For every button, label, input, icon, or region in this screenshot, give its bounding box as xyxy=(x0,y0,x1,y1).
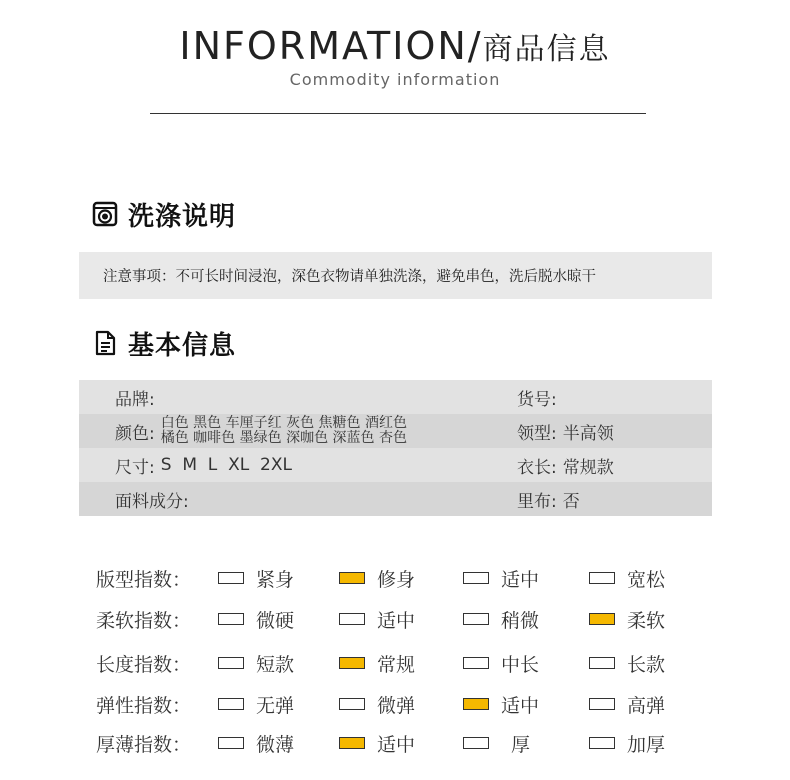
option-checkbox-selected xyxy=(339,572,365,584)
option-checkbox-selected xyxy=(339,737,365,749)
lining-cell xyxy=(517,482,580,516)
option-label: 修身 xyxy=(377,568,416,591)
option-label: 高弹 xyxy=(627,694,666,717)
color-values-line1: 白色 黑色 车厘子红 灰色 焦糖色 酒红色 xyxy=(160,415,407,431)
basic-info-table xyxy=(79,380,712,516)
page-subtitle: Commodity information xyxy=(289,70,501,89)
option-checkbox xyxy=(218,698,244,710)
index-option xyxy=(339,648,415,678)
index-option xyxy=(339,604,415,634)
basic-section-title: 基本信息 xyxy=(128,330,237,361)
index-title: 厚薄指数： xyxy=(96,733,192,756)
index-option xyxy=(463,604,539,634)
lining-value: 否 xyxy=(562,491,580,512)
item-no-cell xyxy=(517,380,563,414)
length-value: 常规款 xyxy=(562,457,614,478)
index-option xyxy=(218,604,294,634)
index-option xyxy=(463,563,539,593)
index-option xyxy=(589,648,665,678)
index-title: 版型指数： xyxy=(96,568,192,591)
length-label: 衣长: xyxy=(517,457,557,478)
size-cell xyxy=(115,448,292,482)
brand-cell xyxy=(115,380,161,414)
option-label: 厚 xyxy=(511,733,531,756)
info-row-size xyxy=(79,448,712,482)
index-option xyxy=(218,728,294,758)
color-label: 颜色: xyxy=(115,423,155,444)
option-label: 微硬 xyxy=(256,609,295,632)
option-label: 适中 xyxy=(377,609,416,632)
page-title xyxy=(0,24,790,68)
index-option xyxy=(218,563,294,593)
lining-label: 里布: xyxy=(517,491,557,512)
size-label: 尺寸: xyxy=(115,457,155,478)
option-label: 短款 xyxy=(256,653,295,676)
option-label: 无弹 xyxy=(256,694,295,717)
info-row-color xyxy=(79,414,712,448)
option-label: 宽松 xyxy=(627,568,666,591)
wash-note-text: 注意事项：不可长时间浸泡，深色衣物请单独洗涤，避免串色，洗后脱水晾干 xyxy=(103,269,596,285)
info-row-fabric xyxy=(79,482,712,516)
option-checkbox xyxy=(463,613,489,625)
wash-note-bar xyxy=(79,252,712,299)
index-title: 弹性指数： xyxy=(96,694,192,717)
header-divider xyxy=(150,113,646,114)
fabric-label: 面料成分: xyxy=(115,491,189,512)
option-label: 稍微 xyxy=(501,609,540,632)
option-checkbox xyxy=(589,657,615,669)
option-checkbox xyxy=(218,657,244,669)
option-label: 紧身 xyxy=(256,568,295,591)
index-option xyxy=(339,563,415,593)
index-option xyxy=(463,648,539,678)
option-checkbox xyxy=(589,572,615,584)
wash-section-title: 洗涤说明 xyxy=(128,201,237,232)
color-values xyxy=(161,416,407,446)
option-label: 加厚 xyxy=(627,733,666,756)
index-title: 长度指数： xyxy=(96,653,192,676)
option-label: 适中 xyxy=(501,694,540,717)
index-option xyxy=(463,728,530,758)
index-option xyxy=(589,604,665,634)
fabric-cell xyxy=(115,482,195,516)
option-label: 微弹 xyxy=(377,694,416,717)
option-label: 适中 xyxy=(377,733,416,756)
item-no-label: 货号: xyxy=(517,389,557,410)
option-checkbox xyxy=(589,698,615,710)
index-option xyxy=(218,689,294,719)
option-label: 长款 xyxy=(627,653,666,676)
collar-value: 半高领 xyxy=(562,423,614,444)
length-cell xyxy=(517,448,614,482)
wash-section-heading xyxy=(92,196,236,232)
basic-section-heading xyxy=(92,325,236,361)
option-checkbox xyxy=(339,613,365,625)
title-chinese: 商品信息 xyxy=(482,32,611,67)
index-title: 柔软指数： xyxy=(96,609,192,632)
index-option xyxy=(218,648,294,678)
option-checkbox xyxy=(589,737,615,749)
option-checkbox xyxy=(218,613,244,625)
collar-cell xyxy=(517,414,614,448)
option-checkbox-selected xyxy=(339,657,365,669)
index-option xyxy=(589,563,665,593)
color-values-line2: 橘色 咖啡色 墨绿色 深咖色 深蓝色 杏色 xyxy=(160,430,407,446)
index-option xyxy=(339,728,415,758)
color-cell xyxy=(115,414,407,448)
collar-label: 领型: xyxy=(517,423,557,444)
index-option xyxy=(339,689,415,719)
option-checkbox xyxy=(218,737,244,749)
washing-machine-icon xyxy=(92,201,118,227)
option-checkbox xyxy=(339,698,365,710)
option-label: 柔软 xyxy=(627,609,666,632)
index-option xyxy=(589,728,665,758)
index-option xyxy=(589,689,665,719)
option-label: 微薄 xyxy=(256,733,295,756)
option-checkbox xyxy=(463,737,489,749)
index-option xyxy=(463,689,539,719)
option-label: 中长 xyxy=(501,653,540,676)
title-english: INFORMATION/ xyxy=(179,24,483,68)
option-checkbox xyxy=(218,572,244,584)
brand-label: 品牌: xyxy=(115,389,155,410)
option-label: 适中 xyxy=(501,568,540,591)
document-icon xyxy=(92,330,118,356)
size-values: S M L XL 2XL xyxy=(160,455,292,475)
option-checkbox xyxy=(463,572,489,584)
option-checkbox xyxy=(463,657,489,669)
info-row-brand xyxy=(79,380,712,414)
option-checkbox-selected xyxy=(589,613,615,625)
option-label: 常规 xyxy=(377,653,416,676)
option-checkbox-selected xyxy=(463,698,489,710)
